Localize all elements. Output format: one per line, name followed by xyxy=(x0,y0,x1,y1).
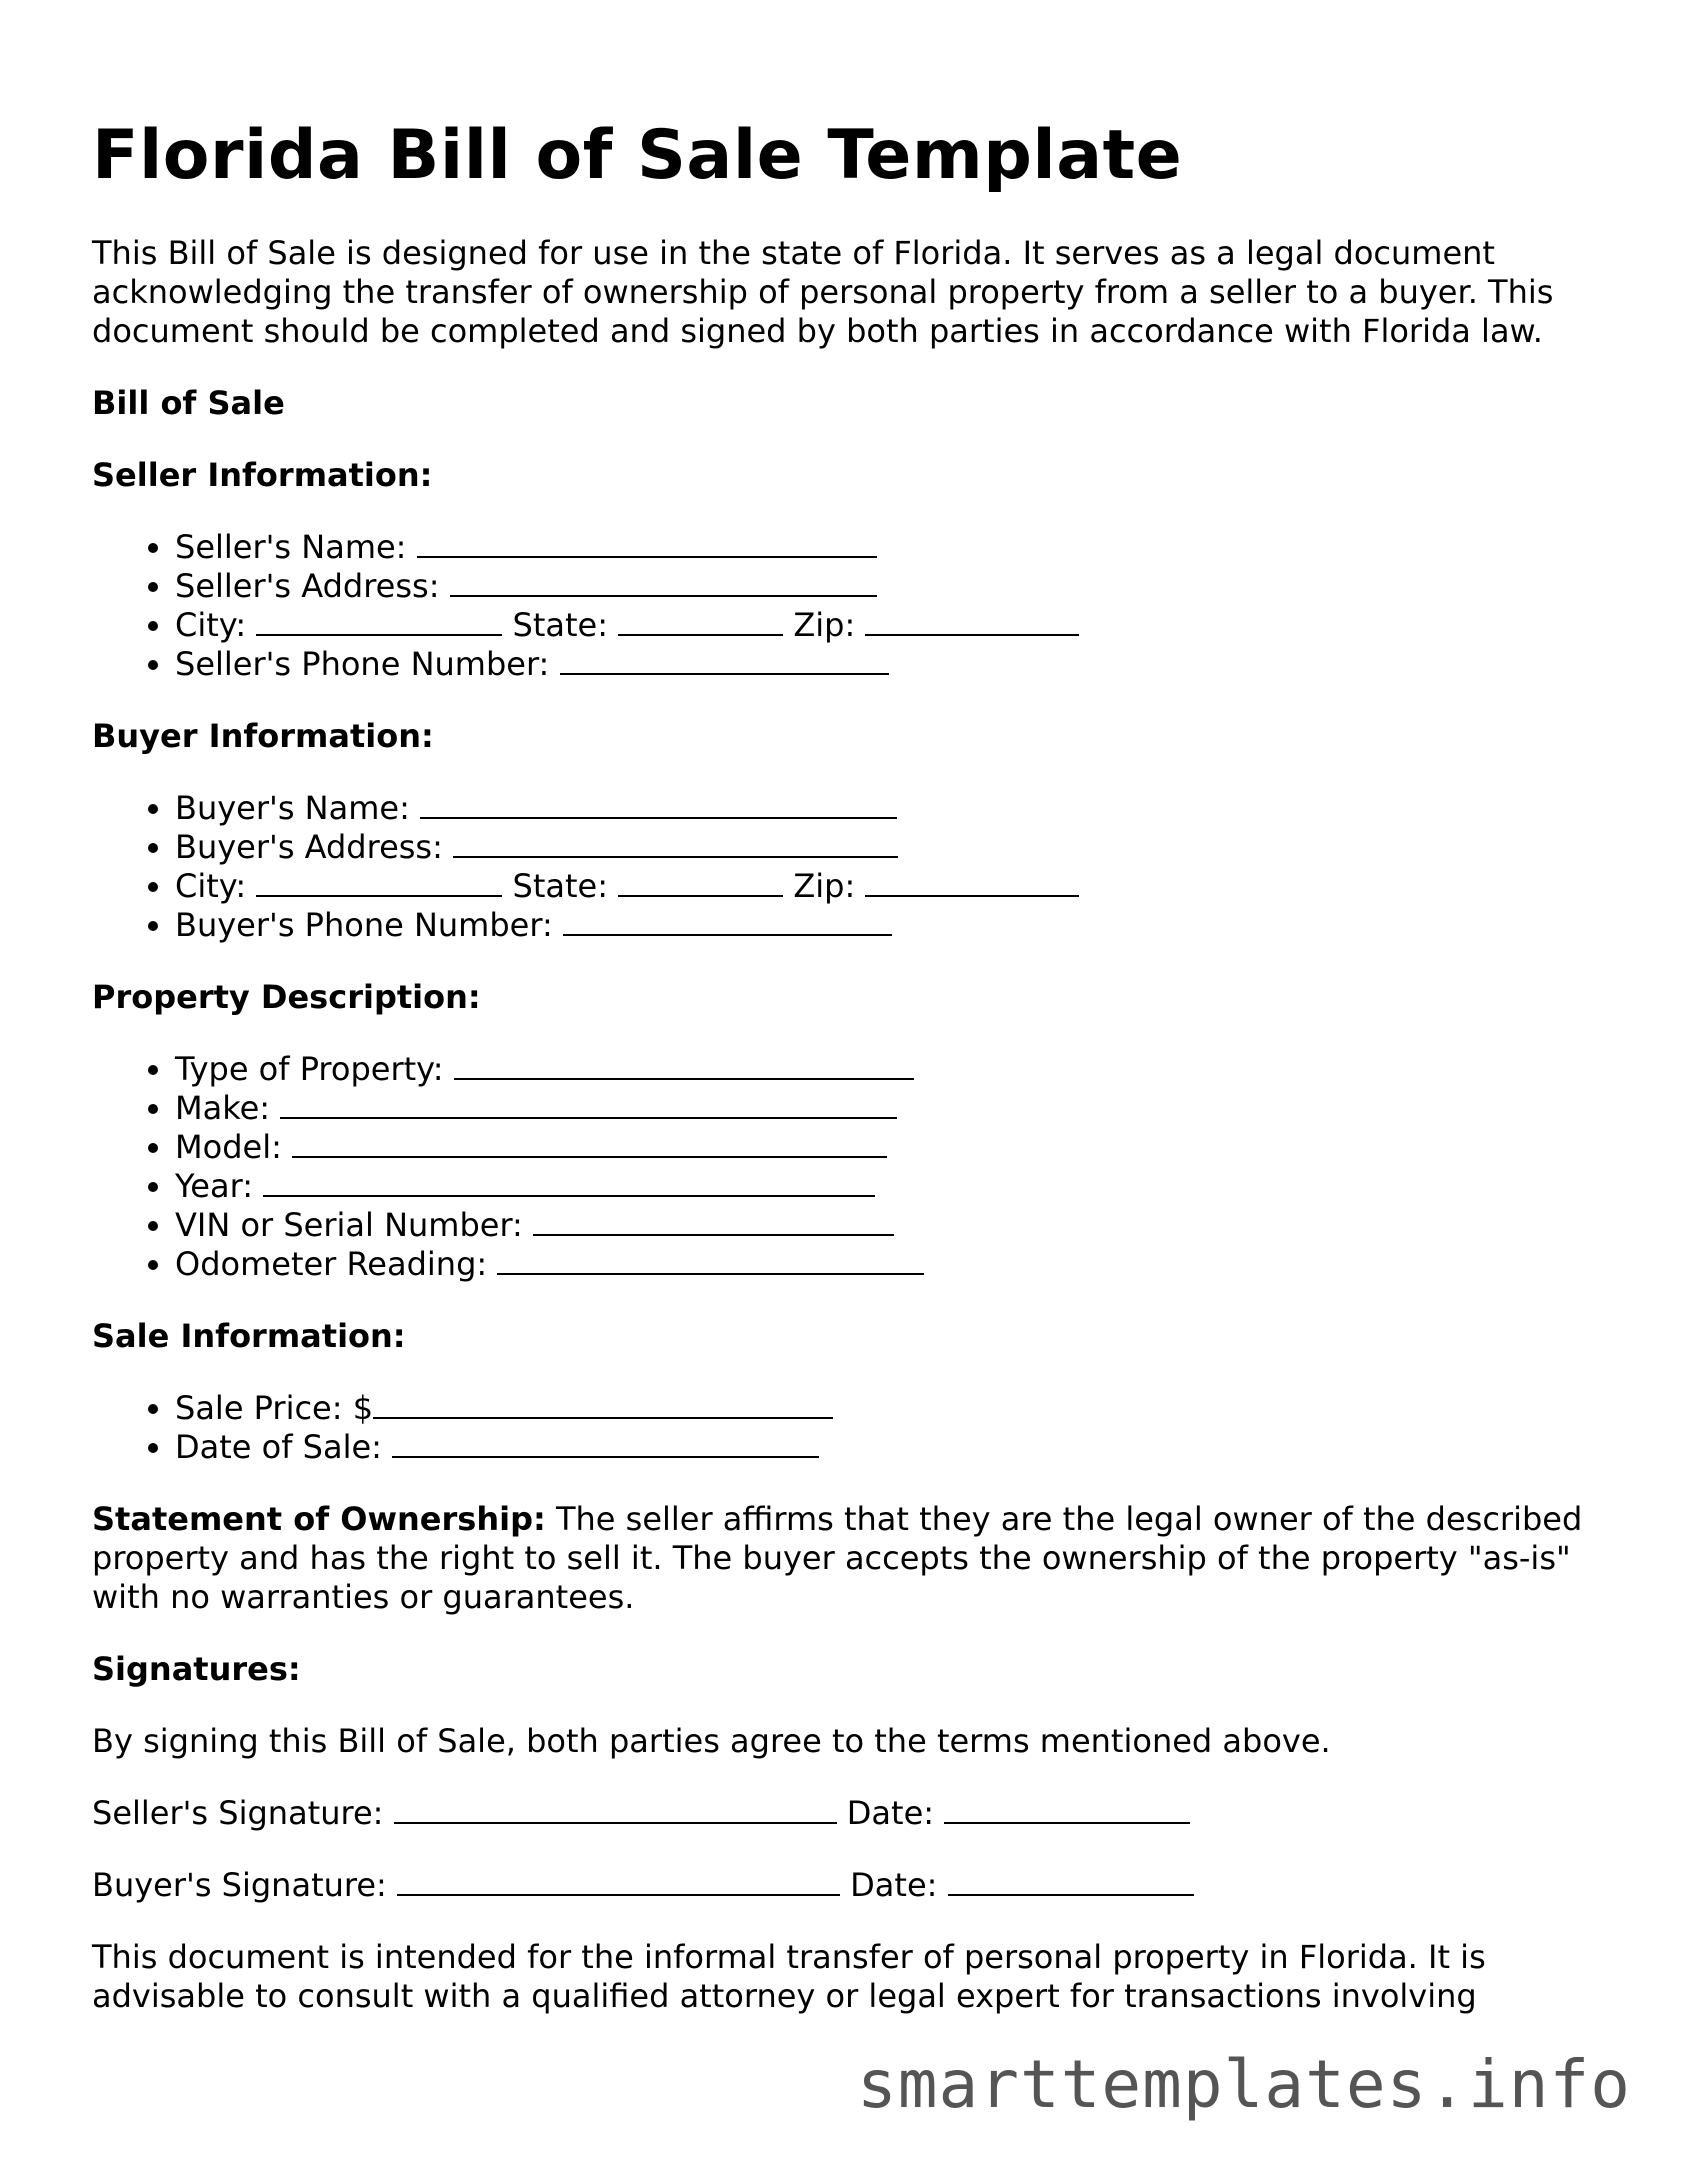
model-field[interactable] xyxy=(292,1129,887,1158)
seller-phone-label: Seller's Phone Number: xyxy=(175,645,550,683)
seller-info-list xyxy=(92,528,1612,684)
seller-zip-label: Zip: xyxy=(793,606,856,644)
model-label: Model: xyxy=(175,1128,282,1166)
list-item xyxy=(175,567,1612,606)
document-page xyxy=(92,112,1612,2016)
sale-info-heading: Sale Information: xyxy=(92,1317,406,1355)
signatures-agreement: By signing this Bill of Sale, both parties agree to the terms mentioned above. xyxy=(92,1722,1331,1760)
odometer-field[interactable] xyxy=(497,1246,924,1275)
sale-info-list xyxy=(92,1389,1612,1467)
list-item xyxy=(175,828,1612,867)
buyer-state-label: State: xyxy=(512,867,608,905)
seller-date-field[interactable] xyxy=(944,1795,1190,1824)
seller-signature-label: Seller's Signature: xyxy=(92,1794,384,1832)
property-type-label: Type of Property: xyxy=(175,1050,444,1088)
odometer-label: Odometer Reading: xyxy=(175,1245,488,1283)
buyer-city-field[interactable] xyxy=(256,868,502,897)
list-item xyxy=(175,645,1612,684)
buyer-zip-field[interactable] xyxy=(865,868,1079,897)
list-item xyxy=(175,1050,1612,1089)
vin-label: VIN or Serial Number: xyxy=(175,1206,523,1244)
seller-state-field[interactable] xyxy=(618,607,783,636)
closing-paragraph: This document is intended for the informal transfer of personal property in Florida. It is advisable to consult with a qualified attorney or legal expert for transactions involving xyxy=(92,1938,1486,2015)
seller-zip-field[interactable] xyxy=(865,607,1079,636)
seller-name-field[interactable] xyxy=(417,529,877,558)
seller-address-label: Seller's Address: xyxy=(175,567,440,605)
seller-phone-field[interactable] xyxy=(560,646,889,675)
list-item xyxy=(175,1389,1612,1428)
buyer-name-label: Buyer's Name: xyxy=(175,789,410,827)
ownership-heading: Statement of Ownership: xyxy=(92,1500,546,1538)
list-item xyxy=(175,1206,1612,1245)
buyer-signature-label: Buyer's Signature: xyxy=(92,1866,387,1904)
buyer-info-list xyxy=(92,789,1612,945)
bill-of-sale-heading: Bill of Sale xyxy=(92,384,285,422)
list-item xyxy=(175,789,1612,828)
seller-state-label: State: xyxy=(512,606,608,644)
year-field[interactable] xyxy=(263,1168,875,1197)
buyer-phone-label: Buyer's Phone Number: xyxy=(175,906,553,944)
buyer-zip-label: Zip: xyxy=(793,867,856,905)
property-description-list xyxy=(92,1050,1612,1284)
buyer-date-field[interactable] xyxy=(948,1867,1194,1896)
ownership-text: The seller affirms that they are the legal owner of the described property and has the right to sell it. The buyer accepts the ownership of the property "as-is" with no warranties or guarantees. xyxy=(92,1500,1583,1616)
list-item xyxy=(175,606,1612,645)
seller-info-heading: Seller Information: xyxy=(92,456,433,494)
list-item xyxy=(175,906,1612,945)
seller-name-label: Seller's Name: xyxy=(175,528,407,566)
buyer-address-label: Buyer's Address: xyxy=(175,828,443,866)
buyer-signature-field[interactable] xyxy=(397,1867,840,1896)
property-description-heading: Property Description: xyxy=(92,978,481,1016)
seller-city-label: City: xyxy=(175,606,247,644)
sale-date-label: Date of Sale: xyxy=(175,1428,382,1466)
watermark: smarttemplates.info xyxy=(857,2046,1631,2123)
sale-date-field[interactable] xyxy=(392,1429,819,1458)
seller-address-field[interactable] xyxy=(450,568,877,597)
seller-date-label: Date: xyxy=(846,1794,935,1832)
vin-field[interactable] xyxy=(533,1207,894,1236)
buyer-date-label: Date: xyxy=(850,1866,938,1904)
seller-signature-row xyxy=(92,1794,1612,1833)
buyer-state-field[interactable] xyxy=(618,868,783,897)
list-item xyxy=(175,1245,1612,1284)
signatures-heading: Signatures: xyxy=(92,1650,301,1688)
buyer-phone-field[interactable] xyxy=(563,907,892,936)
list-item xyxy=(175,528,1612,567)
ownership-statement xyxy=(92,1500,1612,1617)
make-label: Make: xyxy=(175,1089,271,1127)
sale-price-field[interactable] xyxy=(373,1390,833,1419)
list-item xyxy=(175,1089,1612,1128)
list-item xyxy=(175,1128,1612,1167)
buyer-city-label: City: xyxy=(175,867,247,905)
buyer-address-field[interactable] xyxy=(453,829,898,858)
page-title: Florida Bill of Sale Template xyxy=(92,116,1183,195)
buyer-name-field[interactable] xyxy=(420,790,897,819)
list-item xyxy=(175,867,1612,906)
make-field[interactable] xyxy=(280,1090,897,1119)
seller-city-field[interactable] xyxy=(256,607,502,636)
intro-paragraph: This Bill of Sale is designed for use in the state of Florida. It serves as a legal document acknowledging the transfer of ownership of personal property from a seller to a buyer. This document should be completed and signed by both parties in accordance with Florida law. xyxy=(92,234,1554,350)
property-type-field[interactable] xyxy=(454,1051,914,1080)
buyer-signature-row xyxy=(92,1866,1612,1905)
list-item xyxy=(175,1428,1612,1467)
buyer-info-heading: Buyer Information: xyxy=(92,717,434,755)
year-label: Year: xyxy=(175,1167,253,1205)
list-item xyxy=(175,1167,1612,1206)
sale-price-label: Sale Price: $ xyxy=(175,1389,374,1427)
seller-signature-field[interactable] xyxy=(394,1795,837,1824)
